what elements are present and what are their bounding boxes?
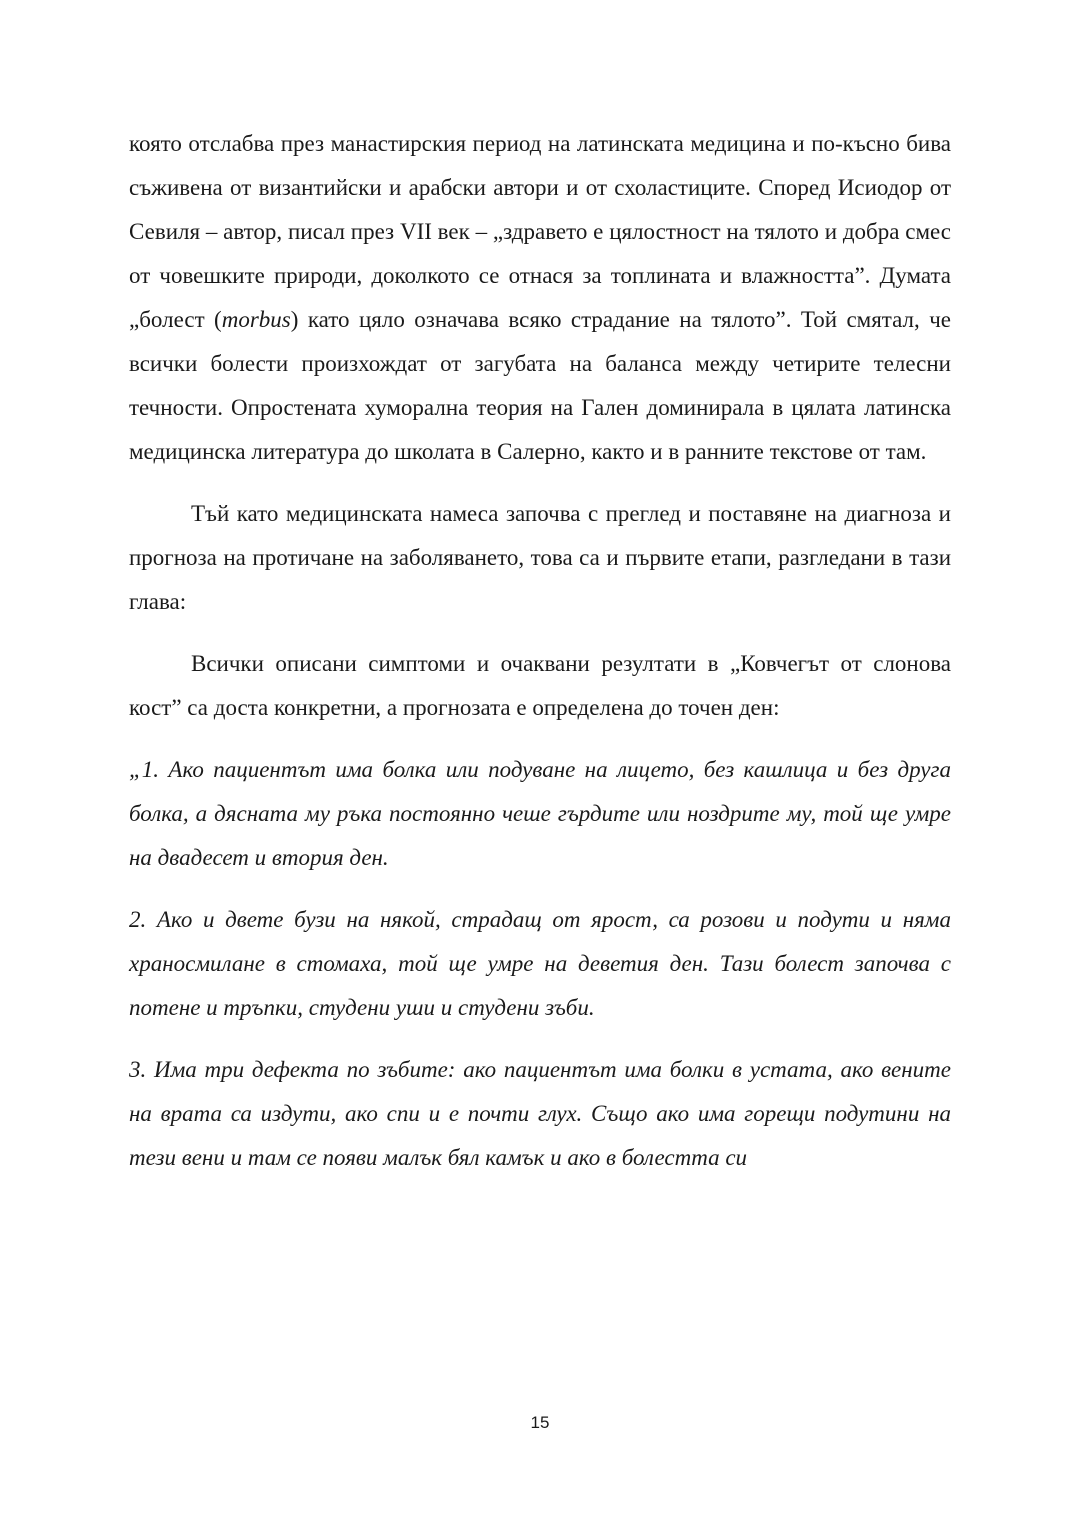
- quote-item-2: 2. Ако и двете бузи на някой, страдащ от ярост, са розови и подути и няма храносмилане в стомаха, той ще умре на деветия ден. Тази болест започва с потене и тръпки, студени уши и студени зъби.: [129, 907, 951, 1020]
- paragraph-text-part-2: ) като цяло означава всяко страдание на тялото”. Той смятал, че всички болести произхождат от загубата на баланса между четирите телесни течности. Опростената хуморална теория на Гален доминирала в цялата латинска медицинска литература до школата в Салерно, както и в ранните текстове от там.: [129, 307, 951, 464]
- quote-item-3: 3. Има три дефекта по зъбите: ако пациентът има болки в устата, ако вените на врата са издути, ако спи и е почти глух. Също ако има горещи подутини на тези вени и там се появи малък бял камък и ако в болестта си: [129, 1057, 951, 1170]
- quote-item-1: „1. Ако пациентът има болка или подуване на лицето, без кашлица и без друга болка, а дясната му ръка постоянно чеше гърдите или ноздрите му, той ще умре на двадесет и втория ден.: [129, 757, 951, 870]
- latin-term: morbus: [221, 307, 291, 332]
- paragraph-symptoms-intro: Всички описани симптоми и очаквани резултати в „Ковчегът от слонова кост” са доста конкретни, а прогнозата е определена до точен ден:: [129, 651, 951, 720]
- paragraph-humoral-theory: [129, 122, 951, 474]
- page-number: 15: [530, 1413, 550, 1432]
- paragraph-text-part-1: която отслабва през манастирския период на латинската медицина и по-късно бива съживена от византийски и арабски автори и от схоластиците. Според Исиодор от Севиля – автор, писал през VII век – „здравето е цялостност на тялото и добра смес от човешките природи, доколкото се отнася за топлината и влажността”. Думата „болест (: [129, 131, 951, 332]
- document-body: [129, 122, 951, 1180]
- paragraph-diagnosis-intro: Тъй като медицинската намеса започва с преглед и поставяне на диагноза и прогноза на протичане на заболяването, това са и първите етапи, разгледани в тази глава:: [129, 501, 951, 614]
